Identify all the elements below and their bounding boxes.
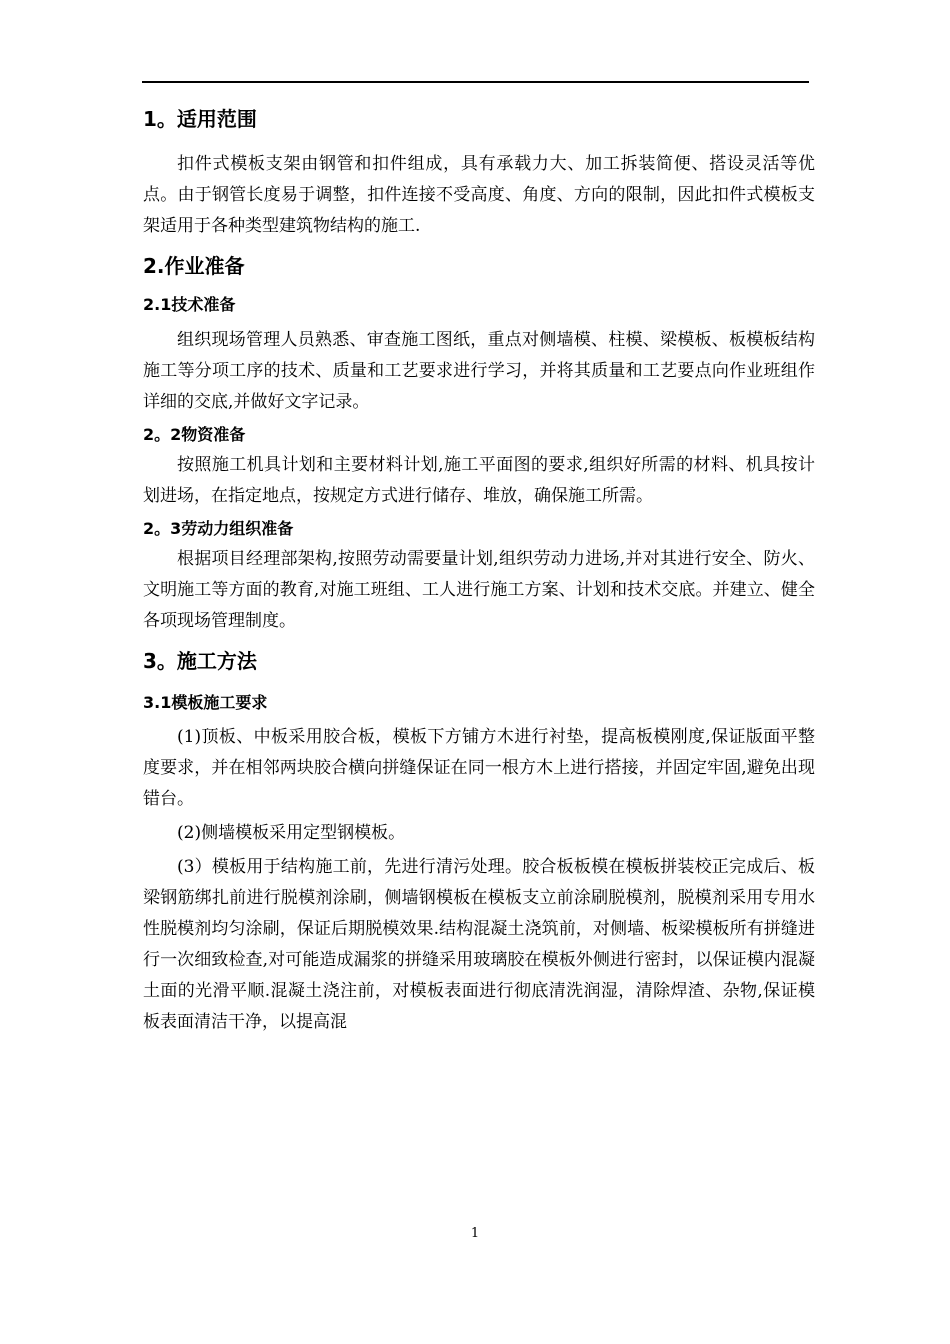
section-heading-3: 3。施工方法 — [143, 649, 257, 673]
section-heading-2: 2.作业准备 — [143, 254, 245, 278]
section-heading-1: 1。适用范围 — [143, 107, 257, 131]
subsection-heading-2-3: 2。3劳动力组织准备 — [143, 519, 294, 538]
section-1-paragraph: 扣件式模板支架由钢管和扣件组成，具有承载力大、加工拆装简便、搭设灵活等优点。由于钢管长度易于调整，扣件连接不受高度、角度、方向的限制，因此扣件式模板支架适用于各种类型建筑物结构的施工. — [143, 154, 815, 236]
subsection-heading-2-2: 2。2物资准备 — [143, 425, 246, 444]
subsection-3-1-paragraph-1: (1)顶板、中板采用胶合板，模板下方铺方木进行衬垫，提高板模刚度,保证版面平整度要求，并在相邻两块胶合横向拼缝保证在同一根方木上进行搭接，并固定牢固,避免出现错台。 — [143, 727, 815, 809]
header-rule — [142, 81, 809, 83]
document-body — [143, 100, 815, 1038]
subsection-2-3-paragraph: 根据项目经理部架构,按照劳动需要量计划,组织劳动力进场,并对其进行安全、防火、文明施工等方面的教育,对施工班组、工人进行施工方案、计划和技术交底。并建立、健全各项现场管理制度。 — [143, 549, 815, 631]
subsection-3-1-paragraph-2: (2)侧墙模板采用定型钢模板。 — [177, 823, 406, 843]
subsection-2-1-paragraph: 组织现场管理人员熟悉、审查施工图纸，重点对侧墙模、柱模、梁模板、板模板结构施工等分项工序的技术、质量和工艺要求进行学习，并将其质量和工艺要点向作业班组作详细的交底,并做好文字记录。 — [143, 330, 815, 412]
subsection-heading-2-1: 2.1技术准备 — [143, 295, 236, 314]
subsection-heading-3-1: 3.1模板施工要求 — [143, 693, 268, 712]
subsection-3-1-paragraph-3: (3）模板用于结构施工前，先进行清污处理。胶合板板模在模板拼装校正完成后、板梁钢筋绑扎前进行脱模剂涂刷，侧墙钢模板在模板支立前涂刷脱模剂，脱模剂采用专用水性脱模剂均匀涂刷，保证后期脱模效果.结构混凝土浇筑前，对侧墙、板梁模板所有拼缝进行一次细致检查,对可能造成漏浆的拼缝采用玻璃胶在模板外侧进行密封，以保证模内混凝土面的光滑平顺.混凝土浇注前，对模板表面进行彻底清洗润湿，清除焊渣、杂物,保证模板表面清洁干净，以提高混 — [143, 857, 815, 1032]
subsection-2-2-paragraph: 按照施工机具计划和主要材料计划,施工平面图的要求,组织好所需的材料、机具按计划进场，在指定地点，按规定方式进行储存、堆放，确保施工所需。 — [143, 455, 815, 506]
page-number: 1 — [470, 1226, 480, 1241]
